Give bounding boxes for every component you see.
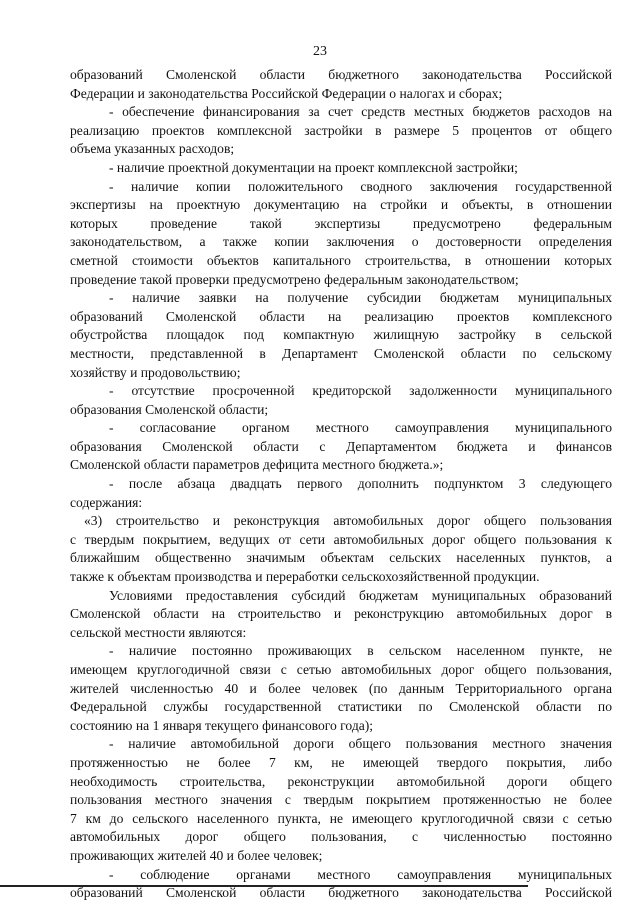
text-line: имеющем круглогодичной связи с сетью автомобильных дорог общего пользования, xyxy=(70,662,612,677)
text-line: - наличие заявки на получение субсидии бюджетам муниципальных xyxy=(109,290,612,306)
text-line: - наличие постоянно проживающих в сельском населенном пункте, не xyxy=(109,643,612,659)
text-line: - обеспечение финансирования за счет средств местных бюджетов расходов на xyxy=(109,104,612,120)
text-line: - наличие автомобильной дороги общего пользования местного значения xyxy=(109,736,612,752)
text-line: - соблюдение органами местного самоуправления муниципальных xyxy=(109,866,612,882)
text-line: образования Смоленской области с Департаментом бюджета и финансов xyxy=(70,438,612,454)
text-line: образований Смоленской области бюджетного законодательства Российской xyxy=(70,885,612,901)
text-line: объема указанных расходов; xyxy=(70,141,235,157)
text-line: Федеральной службы государственной статистики по Смоленской области по xyxy=(70,699,612,715)
text-line: Смоленской области на строительство и реконструкцию автомобильных дорог в xyxy=(70,606,612,622)
text-line: - после абзаца двадцать первого дополнить подпунктом 3 следующего xyxy=(109,476,612,492)
text-line: законодательством, а также копии заключения о достоверности определения xyxy=(70,234,612,250)
text-line: образований Смоленской области бюджетного законодательства Российской xyxy=(70,67,612,82)
text-line: которых проведение такой экспертизы предусмотрено федеральным xyxy=(70,215,612,231)
text-line: ближайшим общественно значимым объектам сельских населенных пунктов, а xyxy=(70,550,612,566)
document-body xyxy=(70,66,612,903)
text-line: Условиями предоставления субсидий бюджетам муниципальных образований xyxy=(109,587,612,603)
text-line: состоянию на 1 января текущего финансового года); xyxy=(70,717,374,733)
text-line: экспертизы на проектную документацию на стройки и объекты, в отношении xyxy=(70,197,612,213)
text-line: пользования местного значения с твердым покрытием протяженностью не более xyxy=(70,792,612,808)
text-line: - наличие копии положительного сводного заключения государственной xyxy=(109,178,612,194)
text-line: - наличие проектной документации на проект комплексной застройки; xyxy=(109,159,518,175)
text-line: необходимость строительства, реконструкции автомобильной дороги общего xyxy=(70,773,612,789)
text-line: жителей численностью 40 и более человек (по данным Территориального органа xyxy=(70,680,612,696)
text-line: автомобильных дорог общего пользования, с численностью постоянно xyxy=(70,829,612,845)
footer-rule xyxy=(0,885,528,887)
text-line: обустройства площадок под компактную жилищную застройку в сельской xyxy=(70,327,612,343)
text-line: сельской местности являются: xyxy=(70,624,247,640)
text-line: проведение такой проверки предусмотрено федеральным законодательством; xyxy=(70,271,519,287)
text-line: реализацию проектов комплексной застройки в размере 5 процентов от общего xyxy=(70,122,612,138)
text-line: «3) строительство и реконструкция автомобильных дорог общего пользования xyxy=(84,513,612,529)
text-line: 7 км до сельского населенного пункта, не имеющего круглогодичной связи с сетью xyxy=(70,810,612,826)
text-line: хозяйству и продовольствию; xyxy=(70,364,241,380)
text-line: образования Смоленской области; xyxy=(70,401,269,417)
text-line: сметной стоимости объектов капитального строительства, в отношении которых xyxy=(70,252,612,268)
text-line: местности, представленной в Департамент Смоленской области по сельскому xyxy=(70,345,612,361)
text-line: Смоленской области параметров дефицита местного бюджета.»; xyxy=(70,457,444,473)
text-line: Федерации и законодательства Российской Федерации о налогах и сборах; xyxy=(70,85,503,101)
text-line: протяженностью не более 7 км, не имеющей твердого покрытия, либо xyxy=(70,754,612,770)
text-line: содержания: xyxy=(70,494,143,510)
text-line: образований Смоленской области на реализацию проектов комплексного xyxy=(70,308,612,324)
text-line: - согласование органом местного самоуправления муниципального xyxy=(109,420,612,436)
page-number: 23 xyxy=(313,44,327,59)
text-line: также к объектам производства и переработки сельскохозяйственной продукции. xyxy=(70,569,540,585)
text-line: с твердым покрытием, ведущих от сети автомобильных дорог общего пользования к xyxy=(70,531,612,547)
text-line: проживающих жителей 40 и более человек; xyxy=(70,847,323,863)
text-line: - отсутствие просроченной кредиторской задолженности муниципального xyxy=(109,383,612,399)
